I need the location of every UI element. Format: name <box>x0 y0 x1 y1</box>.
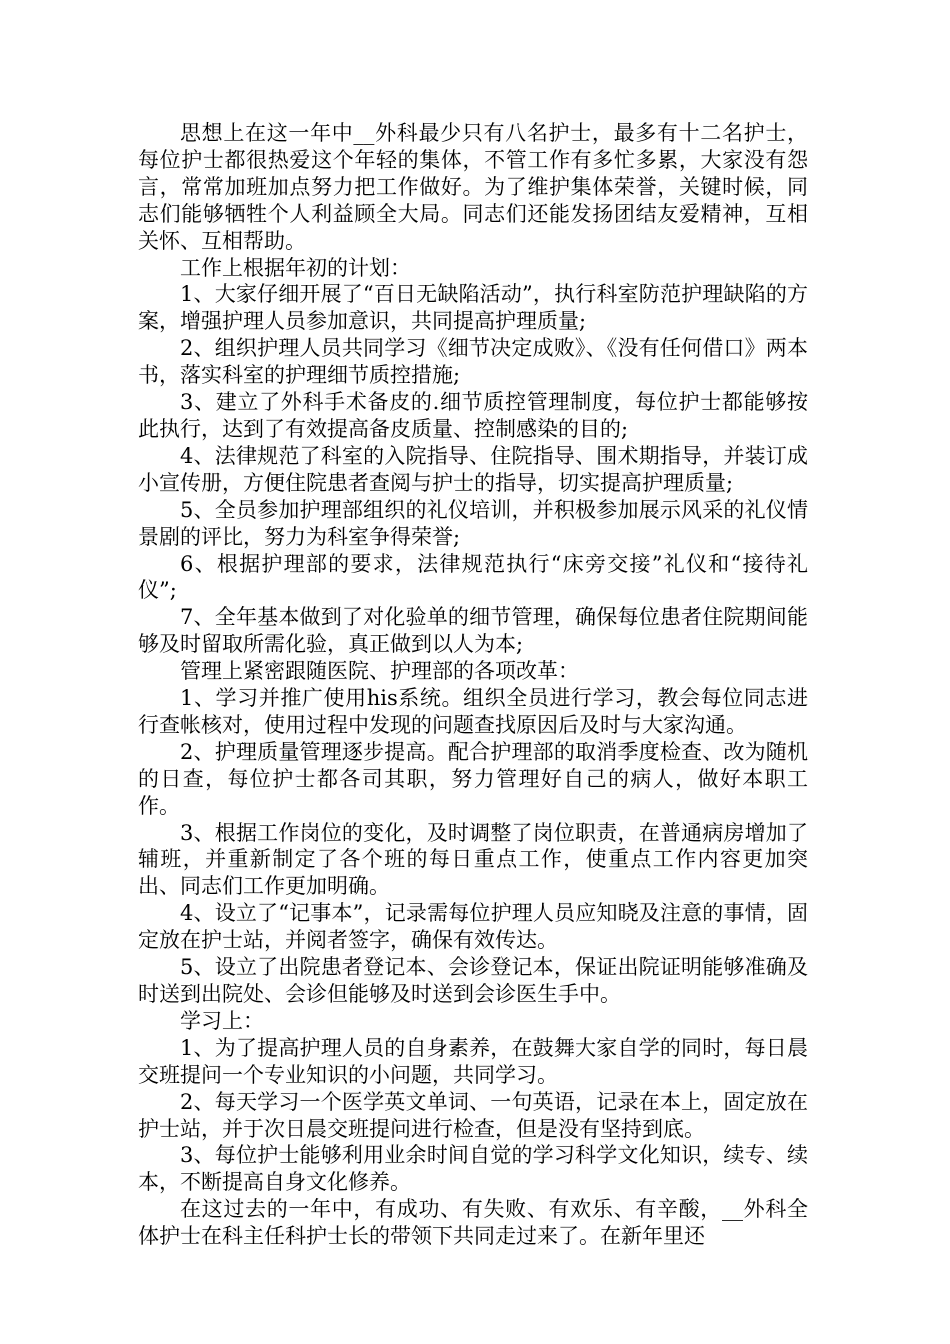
paragraph-management-item-1: 1、学习并推广使用his系统。组织全员进行学习，教会每位同志进行查帐核对，使用过程中发现的问题查找原因后及时与大家沟通。 <box>138 686 808 737</box>
paragraph-work-item-3: 3、建立了外科手术备皮的.细节质控管理制度，每位护士都能够按此执行，达到了有效提高备皮质量、控制感染的目的; <box>138 390 808 441</box>
paragraph-study-item-3: 3、每位护士能够利用业余时间自觉的学习科学文化知识，续专、续本，不断提高自身文化修养。 <box>138 1143 808 1195</box>
paragraph-management-item-2: 2、护理质量管理逐步提高。配合护理部的取消季度检查、改为随机的日查，每位护士都各司其职，努力管理好自己的病人，做好本职工作。 <box>138 739 808 818</box>
paragraph-work-item-5: 5、全员参加护理部组织的礼仪培训，并积极参加展示风采的礼仪情景剧的评比，努力为科室争得荣誉; <box>138 497 808 549</box>
paragraph-study-item-1: 1、为了提高护理人员的自身素养，在鼓舞大家自学的同时，每日晨交班提问一个专业知识的小问题，共同学习。 <box>138 1035 808 1087</box>
paragraph-work-item-6: 6、根据护理部的要求，法律规范执行“床旁交接”礼仪和“接待礼仪”; <box>138 551 808 603</box>
paragraph-study-heading: 学习上： <box>180 1008 264 1033</box>
paragraph-management-heading: 管理上紧密跟随医院、护理部的各项改革： <box>180 659 579 684</box>
paragraph-management-item-5: 5、设立了出院患者登记本、会诊登记本，保证出院证明能够准确及时送到出院处、会诊但能够及时送到会诊医生手中。 <box>138 955 808 1006</box>
paragraph-work-item-1: 1、大家仔细开展了“百日无缺陷活动”，执行科室防范护理缺陷的方案，增强护理人员参加意识，共同提高护理质量; <box>138 282 808 334</box>
paragraph-management-item-3: 3、根据工作岗位的变化，及时调整了岗位职责，在普通病房增加了辅班，并重新制定了各个班的每日重点工作，使重点工作内容更加突出、同志们工作更加明确。 <box>138 820 808 899</box>
document-body <box>138 120 808 1250</box>
paragraph-work-item-4: 4、法律规范了科室的入院指导、住院指导、围术期指导，并装订成小宣传册，方便住院患者查阅与护士的指导，切实提高护理质量; <box>138 443 808 495</box>
paragraph-closing: 在这过去的一年中，有成功、有失败、有欢乐、有辛酸，__外科全体护士在科主任科护士长的带领下共同走过来了。在新年里还 <box>138 1197 808 1249</box>
paragraph-work-item-7: 7、全年基本做到了对化验单的细节管理，确保每位患者住院期间能够及时留取所需化验，真正做到以人为本; <box>138 605 808 657</box>
paragraph-intro: 思想上在这一年中__外科最少只有八名护士，最多有十二名护士，每位护士都很热爱这个年轻的集体，不管工作有多忙多累，大家没有怨言，常常加班加点努力把工作做好。为了维护集体荣誉，关键时候，同志们能够牺牲个人利益顾全大局。同志们还能发扬团结友爱精神，互相关怀、互相帮助。 <box>138 121 808 253</box>
paragraph-work-item-2: 2、组织护理人员共同学习《细节决定成败》、《没有任何借口》两本书，落实科室的护理细节质控措施; <box>138 336 808 388</box>
paragraph-work-heading: 工作上根据年初的计划： <box>180 255 411 280</box>
paragraph-management-item-4: 4、设立了“记事本”，记录需每位护理人员应知晓及注意的事情，固定放在护士站，并阅者签字，确保有效传达。 <box>138 901 808 953</box>
paragraph-study-item-2: 2、每天学习一个医学英文单词、一句英语，记录在本上，固定放在护士站，并于次日晨交班提问进行检查，但是没有坚持到底。 <box>138 1089 808 1141</box>
